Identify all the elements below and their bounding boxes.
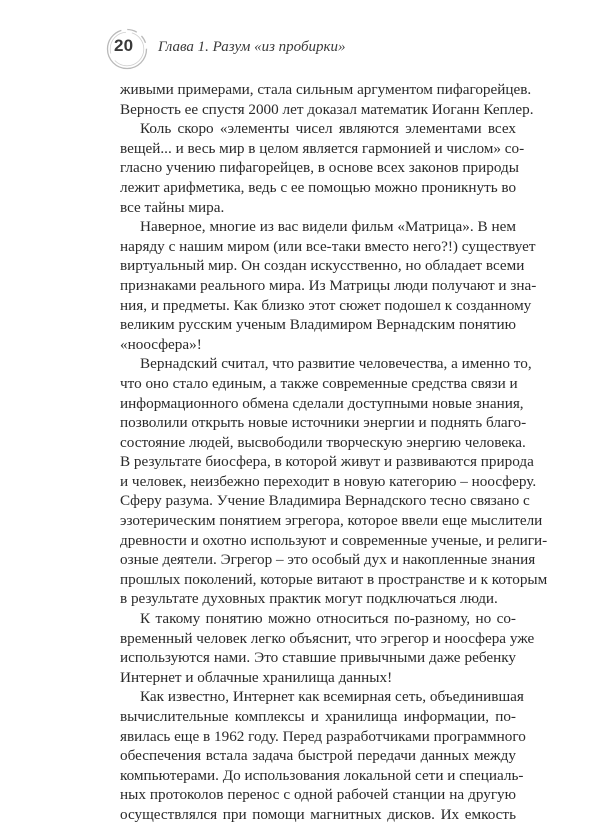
text-line: Коль скоро «элементы чисел являются элементами всех [140,120,516,138]
text-line: лежит арифметика, ведь с ее помощью можно проникнуть во [120,178,517,196]
text-line: состояние людей, высвободили творческую энергию человека. [120,433,526,451]
text-line: В результате биосфера, в которой живут и развиваются природа [120,453,534,471]
text-line: виртуальный мир. Он создан искусственно, но обладает всеми [120,257,525,275]
text-line: гласно учению пифагорейцев, в основе всех законов природы [120,159,519,177]
text-line: ных протоколов перенос с одной рабочей станции на другую [120,786,516,804]
text-line: Сферу разума. Учение Владимира Вернадского тесно связано с [120,492,530,510]
text-line: признаками реального мира. Из Матрицы люди получают и зна- [120,276,537,294]
text-line: компьютерами. До использования локальной сети и специаль- [120,766,524,784]
text-line: озные деятели. Эгрегор – это особый дух и накопленные знания [120,551,536,569]
text-line: временный человек легко объяснит, что эгрегор и ноосфера уже [120,629,535,647]
text-line: Вернадский считал, что развитие человечества, а именно то, [140,355,532,373]
text-line: вычислительные комплексы и хранилища информации, по- [120,708,516,725]
text-line: прошлых поколений, которые витают в пространстве и к которым [120,570,548,588]
paragraph [120,217,537,354]
text-line: что оно стало единым, а также современные средства связи и [120,374,518,392]
text-line: вещей... и весь мир в целом является гармонией и числом» со- [120,139,525,157]
body-text [120,80,548,825]
text-line: древности и охотно используют и современные ученые, и религи- [120,531,548,549]
text-line: живыми примерами, стала сильным аргументом пифагорейцев. [120,81,532,98]
text-line: Наверное, многие из вас видели фильм «Матрица». В нем [140,218,516,236]
text-line: Интернет и облачные хранилища данных! [120,668,393,686]
paragraph [120,354,548,609]
text-line: используются нами. Это ставшие привычными даже ребенку [120,649,516,667]
paragraph [120,119,525,217]
text-line: ния, и предметы. Как близко этот сюжет подошел к созданному [120,296,532,314]
text-line: наряду с нашим миром (или все-таки вместо него?!) существует [120,237,536,255]
text-line: Как известно, Интернет как всемирная сеть, объединившая [140,688,524,706]
text-line: обеспечения встала задача быстрой передачи данных между [120,747,516,765]
paragraph [120,609,535,687]
text-line: эзотерическим понятием эгрегора, которое ввели еще мыслители [120,512,543,530]
text-line: все тайны мира. [120,198,225,216]
text-line: «ноосфера»! [120,335,202,353]
text-line: явилась еще в 1962 году. Перед разработчиками программного [120,727,526,745]
page-header [104,26,524,70]
paragraph [120,687,526,824]
paragraph [120,80,534,119]
text-line: в результате духовных практик могут подключаться люди. [120,590,498,608]
text-line: информационного обмена сделали доступными новые знания, [120,394,524,412]
text-line: и человек, неизбежно переходит в новую категорию – ноосферу. [120,472,537,490]
text-line: позволили открыть новые источники энергии и поднять благо- [120,414,527,432]
text-line: осуществлялся при помощи магнитных дисков. Их емкость [120,805,516,823]
page-number: 20 [114,36,134,55]
text-line: К такому понятию можно относиться по-разному, но со- [140,610,516,628]
text-line: Верность ее спустя 2000 лет доказал математик Иоганн Кеплер. [120,100,534,118]
running-head: Глава 1. Разум «из пробирки» [158,39,346,55]
text-line: великим русским ученым Владимиром Вернадским понятию [120,316,516,334]
